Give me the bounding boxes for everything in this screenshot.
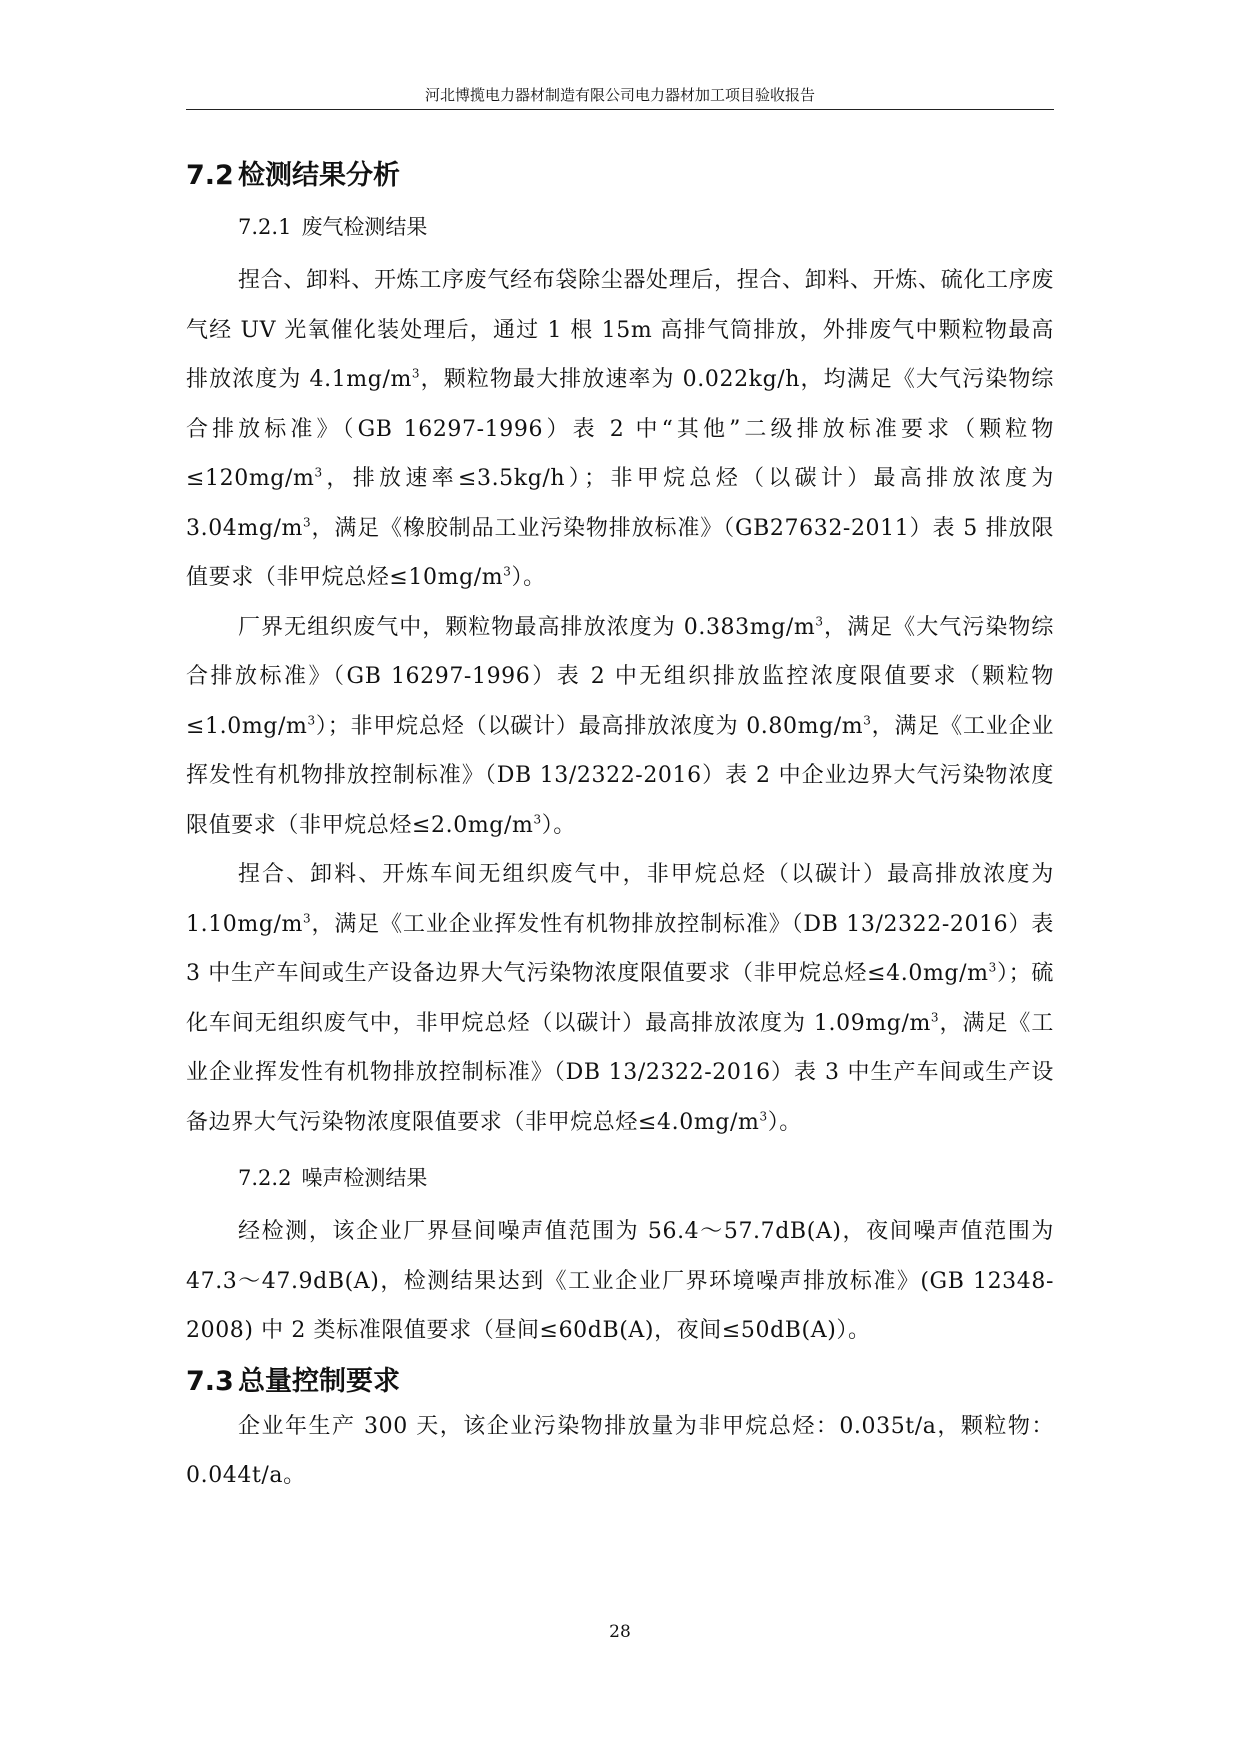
text-run: 捏合、卸料、开炼车间无组织废气中，非甲烷总烃（以碳计）最高排放浓度为 1.10mg/m — [186, 862, 1054, 937]
superscript: 3 — [307, 713, 316, 728]
subsection-title: 噪声检测结果 — [301, 1166, 428, 1190]
page-body — [186, 156, 1054, 1501]
section-heading-7-3 — [186, 1362, 1054, 1402]
subsection-heading-7-2-2 — [186, 1161, 1054, 1195]
paragraph-boundary-emissions — [186, 603, 1054, 851]
text-run: ，满足《工业企业挥发性有机物排放控制标准》（DB 13/2322-2016）表 3 中生产车间或生产设备边界大气污染物浓度限值要求（非甲烷总烃≤4.0mg/m — [186, 911, 1054, 986]
page-number: 28 — [609, 1622, 631, 1642]
text-run: ）。 — [511, 565, 546, 590]
text-run: 厂界无组织废气中，颗粒物最高排放浓度为 0.383mg/m — [238, 614, 816, 640]
superscript: 3 — [533, 812, 542, 827]
subsection-number: 7.2.2 — [238, 1166, 292, 1190]
superscript: 3 — [863, 713, 872, 728]
text-run: ，颗粒物最大排放速率为 0.022kg/h，均满足《大气污染物综合排放标准》（GB 16297-1996）表 2 中“其他”二级排放标准要求（颗粒物≤120mg/m — [186, 367, 1055, 491]
subsection-heading-7-2-1 — [186, 210, 1054, 244]
superscript: 3 — [815, 614, 824, 629]
paragraph-noise-results: 经检测，该企业厂界昼间噪声值范围为 56.4～57.7dB(A)，夜间噪声值范围为 47.3～47.9dB(A)，检测结果达到《工业企业厂界环境噪声排放标准》(GB 12348-2008) 中 2 类标准限值要求（昼间≤60dB(A)，夜间≤50dB(A)）。 — [186, 1219, 1054, 1343]
text-run: ，满足《工业企业挥发性有机物排放控制标准》（DB 13/2322-2016）表 3 中生产车间或生产设备边界大气污染物浓度限值要求（非甲烷总烃≤4.0mg/m — [186, 1010, 1054, 1135]
paragraph-exhaust-stack — [186, 256, 1054, 603]
text-run: ）。 — [767, 1109, 802, 1135]
superscript: 3 — [503, 564, 512, 579]
page-header: 河北博揽电力器材制造有限公司电力器材加工项目验收报告 — [424, 86, 815, 104]
superscript: 3 — [303, 911, 312, 926]
text-run: ，满足《橡胶制品工业污染物排放标准》（GB27632-2011）表 5 排放限值要求（非甲烷总烃≤10mg/m — [186, 515, 1054, 590]
section-title: 检测结果分析 — [238, 160, 400, 191]
superscript: 3 — [303, 515, 312, 530]
section-title: 总量控制要求 — [238, 1365, 400, 1397]
superscript: 3 — [411, 366, 421, 381]
text-run: ）；非甲烷总烃（以碳计）最高排放浓度为 0.80mg/m — [315, 713, 864, 739]
text-run: ）。 — [541, 812, 576, 838]
section-heading-7-2 — [186, 156, 1054, 196]
subsection-number: 7.2.1 — [238, 215, 292, 239]
superscript: 3 — [759, 1109, 768, 1124]
section-number: 7.3 — [186, 1365, 234, 1397]
superscript: 3 — [930, 1010, 940, 1025]
superscript: 3 — [988, 960, 997, 975]
paragraph-workshop-emissions — [186, 850, 1054, 1147]
text-run: ，满足《大气污染物综合排放标准》（GB 16297-1996）表 2 中无组织排放监控浓度限值要求（颗粒物≤1.0mg/m — [186, 614, 1054, 739]
section-number: 7.2 — [186, 160, 234, 191]
text-run: ，排放速率≤3.5kg/h）；非甲烷总烃（以碳计）最高排放浓度为 3.04mg/m — [186, 466, 1054, 541]
header-rule — [186, 109, 1054, 110]
text-run: ）；硫化车间无组织废气中，非甲烷总烃（以碳计）最高排放浓度为 1.09mg/m — [186, 961, 1054, 1036]
paragraph-total-control: 企业年生产 300 天，该企业污染物排放量为非甲烷总烃：0.035t/a，颗粒物：0.044t/a。 — [186, 1413, 1054, 1488]
text-run: ，满足《工业企业挥发性有机物排放控制标准》（DB 13/2322-2016）表 2 中企业边界大气污染物浓度限值要求（非甲烷总烃≤2.0mg/m — [186, 713, 1054, 838]
subsection-title: 废气检测结果 — [301, 215, 428, 239]
superscript: 3 — [314, 465, 323, 480]
text-run: 捏合、卸料、开炼工序废气经布袋除尘器处理后，捏合、卸料、开炼、硫化工序废气经 UV 光氧催化装处理后，通过 1 根 15m 高排气筒排放，外排废气中颗粒物最高排放浓度为 4.1mg/m — [186, 268, 1054, 392]
